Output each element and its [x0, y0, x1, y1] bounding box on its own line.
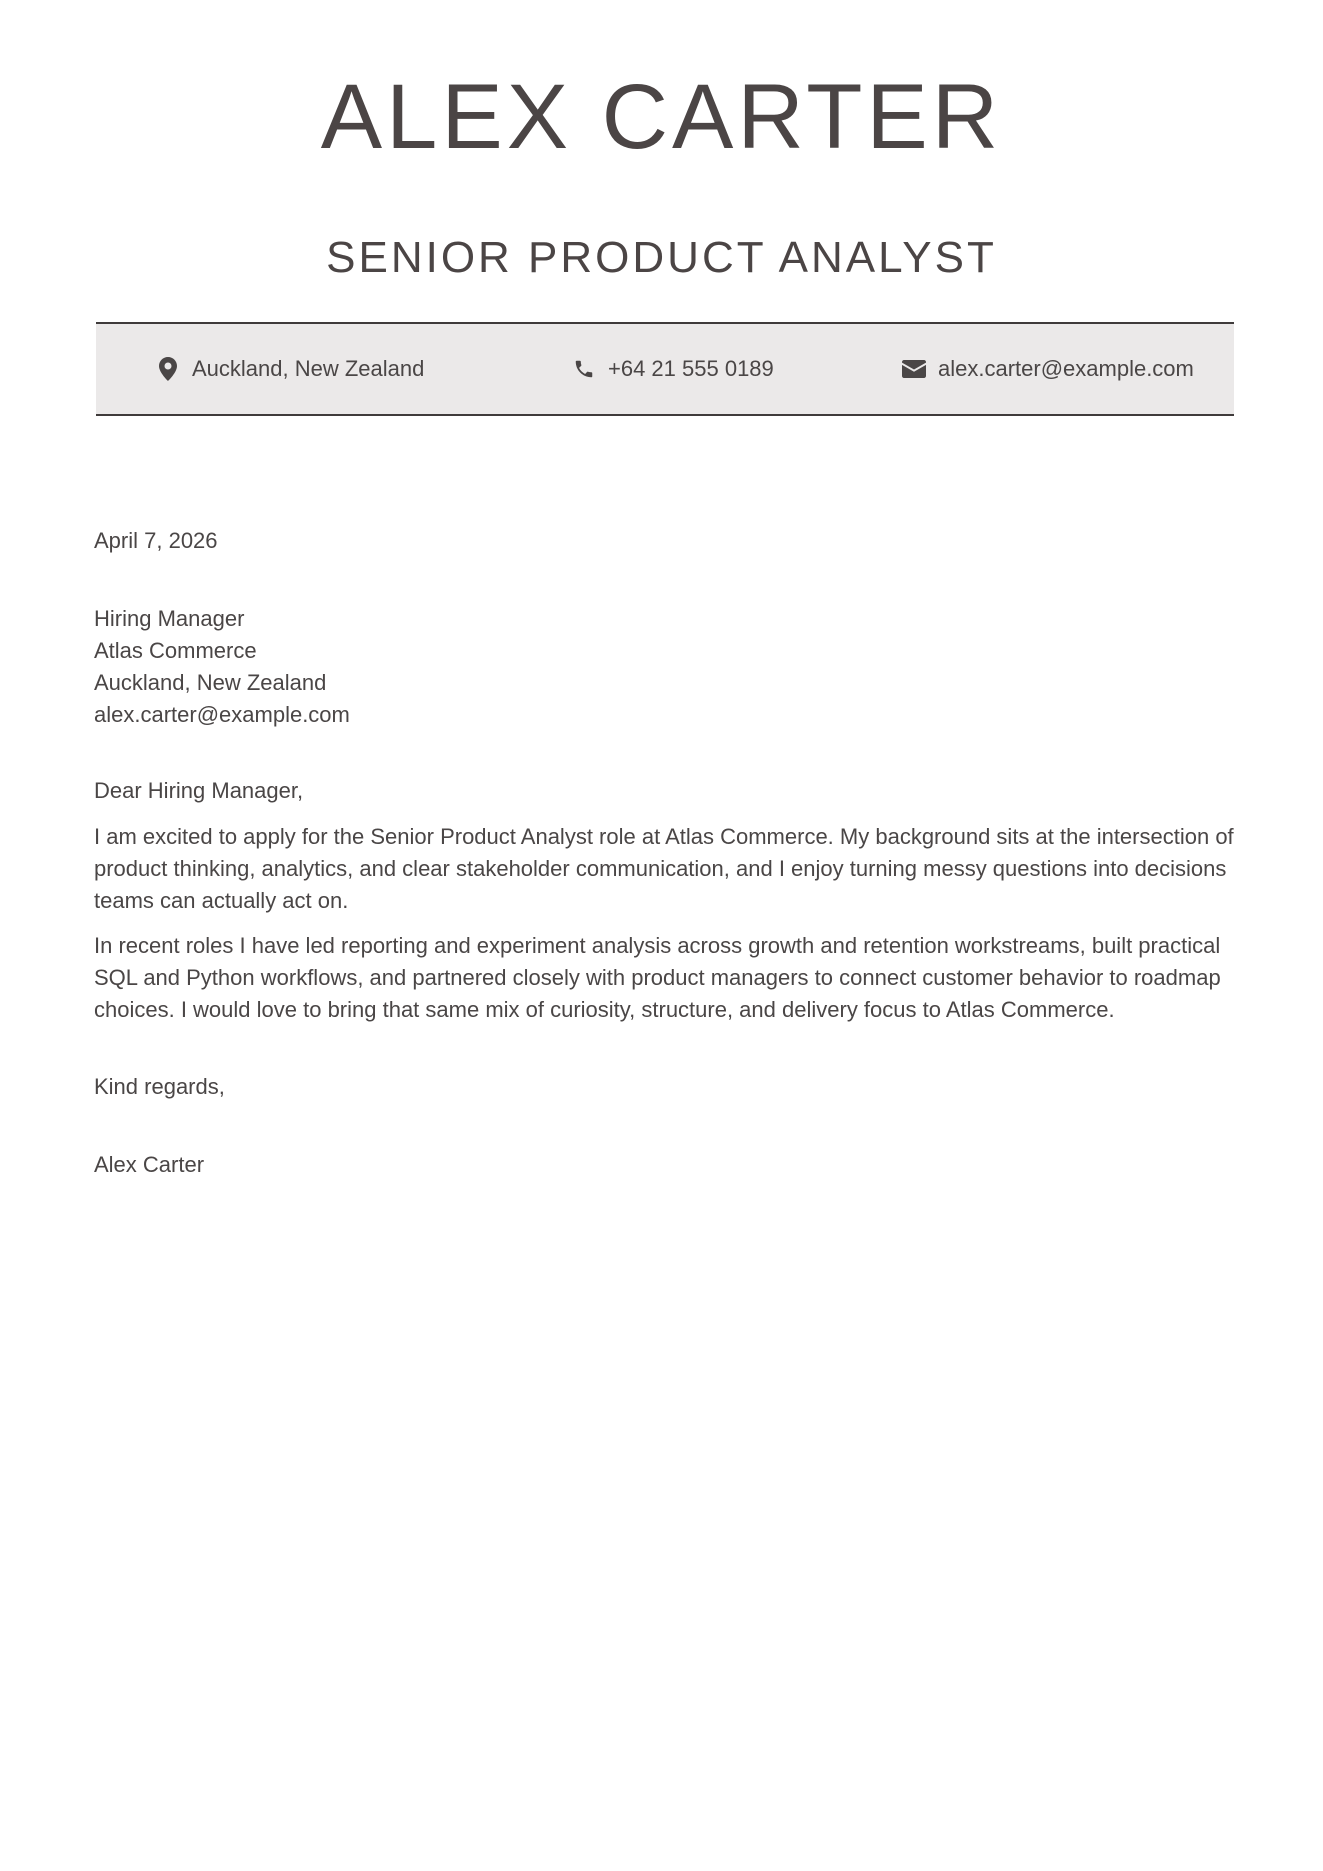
signature: Alex Carter — [94, 1152, 205, 1177]
recipient-line: Hiring Manager — [94, 606, 245, 631]
contact-bar — [96, 322, 1234, 416]
contact-email-text: alex.carter@example.com — [938, 356, 1194, 381]
salutation: Dear Hiring Manager, — [94, 778, 304, 803]
recipient-line: Auckland, New Zealand — [94, 670, 327, 695]
contact-email — [902, 324, 1194, 414]
closing: Kind regards, — [94, 1074, 225, 1099]
recipient-line: Atlas Commerce — [94, 638, 257, 663]
letter-date: April 7, 2026 — [94, 528, 218, 553]
recipient-block — [94, 603, 1234, 731]
recipient-line: alex.carter@example.com — [94, 702, 350, 727]
contact-location-text: Auckland, New Zealand — [192, 356, 425, 381]
job-title: SENIOR PRODUCT ANALYST — [326, 233, 997, 282]
phone-icon — [572, 357, 596, 381]
body-paragraph: In recent roles I have led reporting and experiment analysis across growth and retention workstreams, built practical SQL and Python workflows, and partnered closely with product managers to connect customer behavior to roadmap choices. I would love to bring that same mix of curiosity, structure, and delivery focus to Atlas Commerce. — [94, 933, 1221, 1022]
body-paragraph: I am excited to apply for the Senior Product Analyst role at Atlas Commerce. My background sits at the intersection of product thinking, analytics, and clear stakeholder communication, and I enjoy turning messy questions into decisions teams can actually act on. — [94, 824, 1234, 913]
envelope-icon — [902, 357, 926, 381]
applicant-name: ALEX CARTER — [320, 66, 1003, 168]
contact-phone — [572, 324, 774, 414]
contact-phone-text: +64 21 555 0189 — [608, 356, 774, 381]
contact-location — [156, 324, 424, 414]
map-pin-icon — [156, 357, 180, 381]
